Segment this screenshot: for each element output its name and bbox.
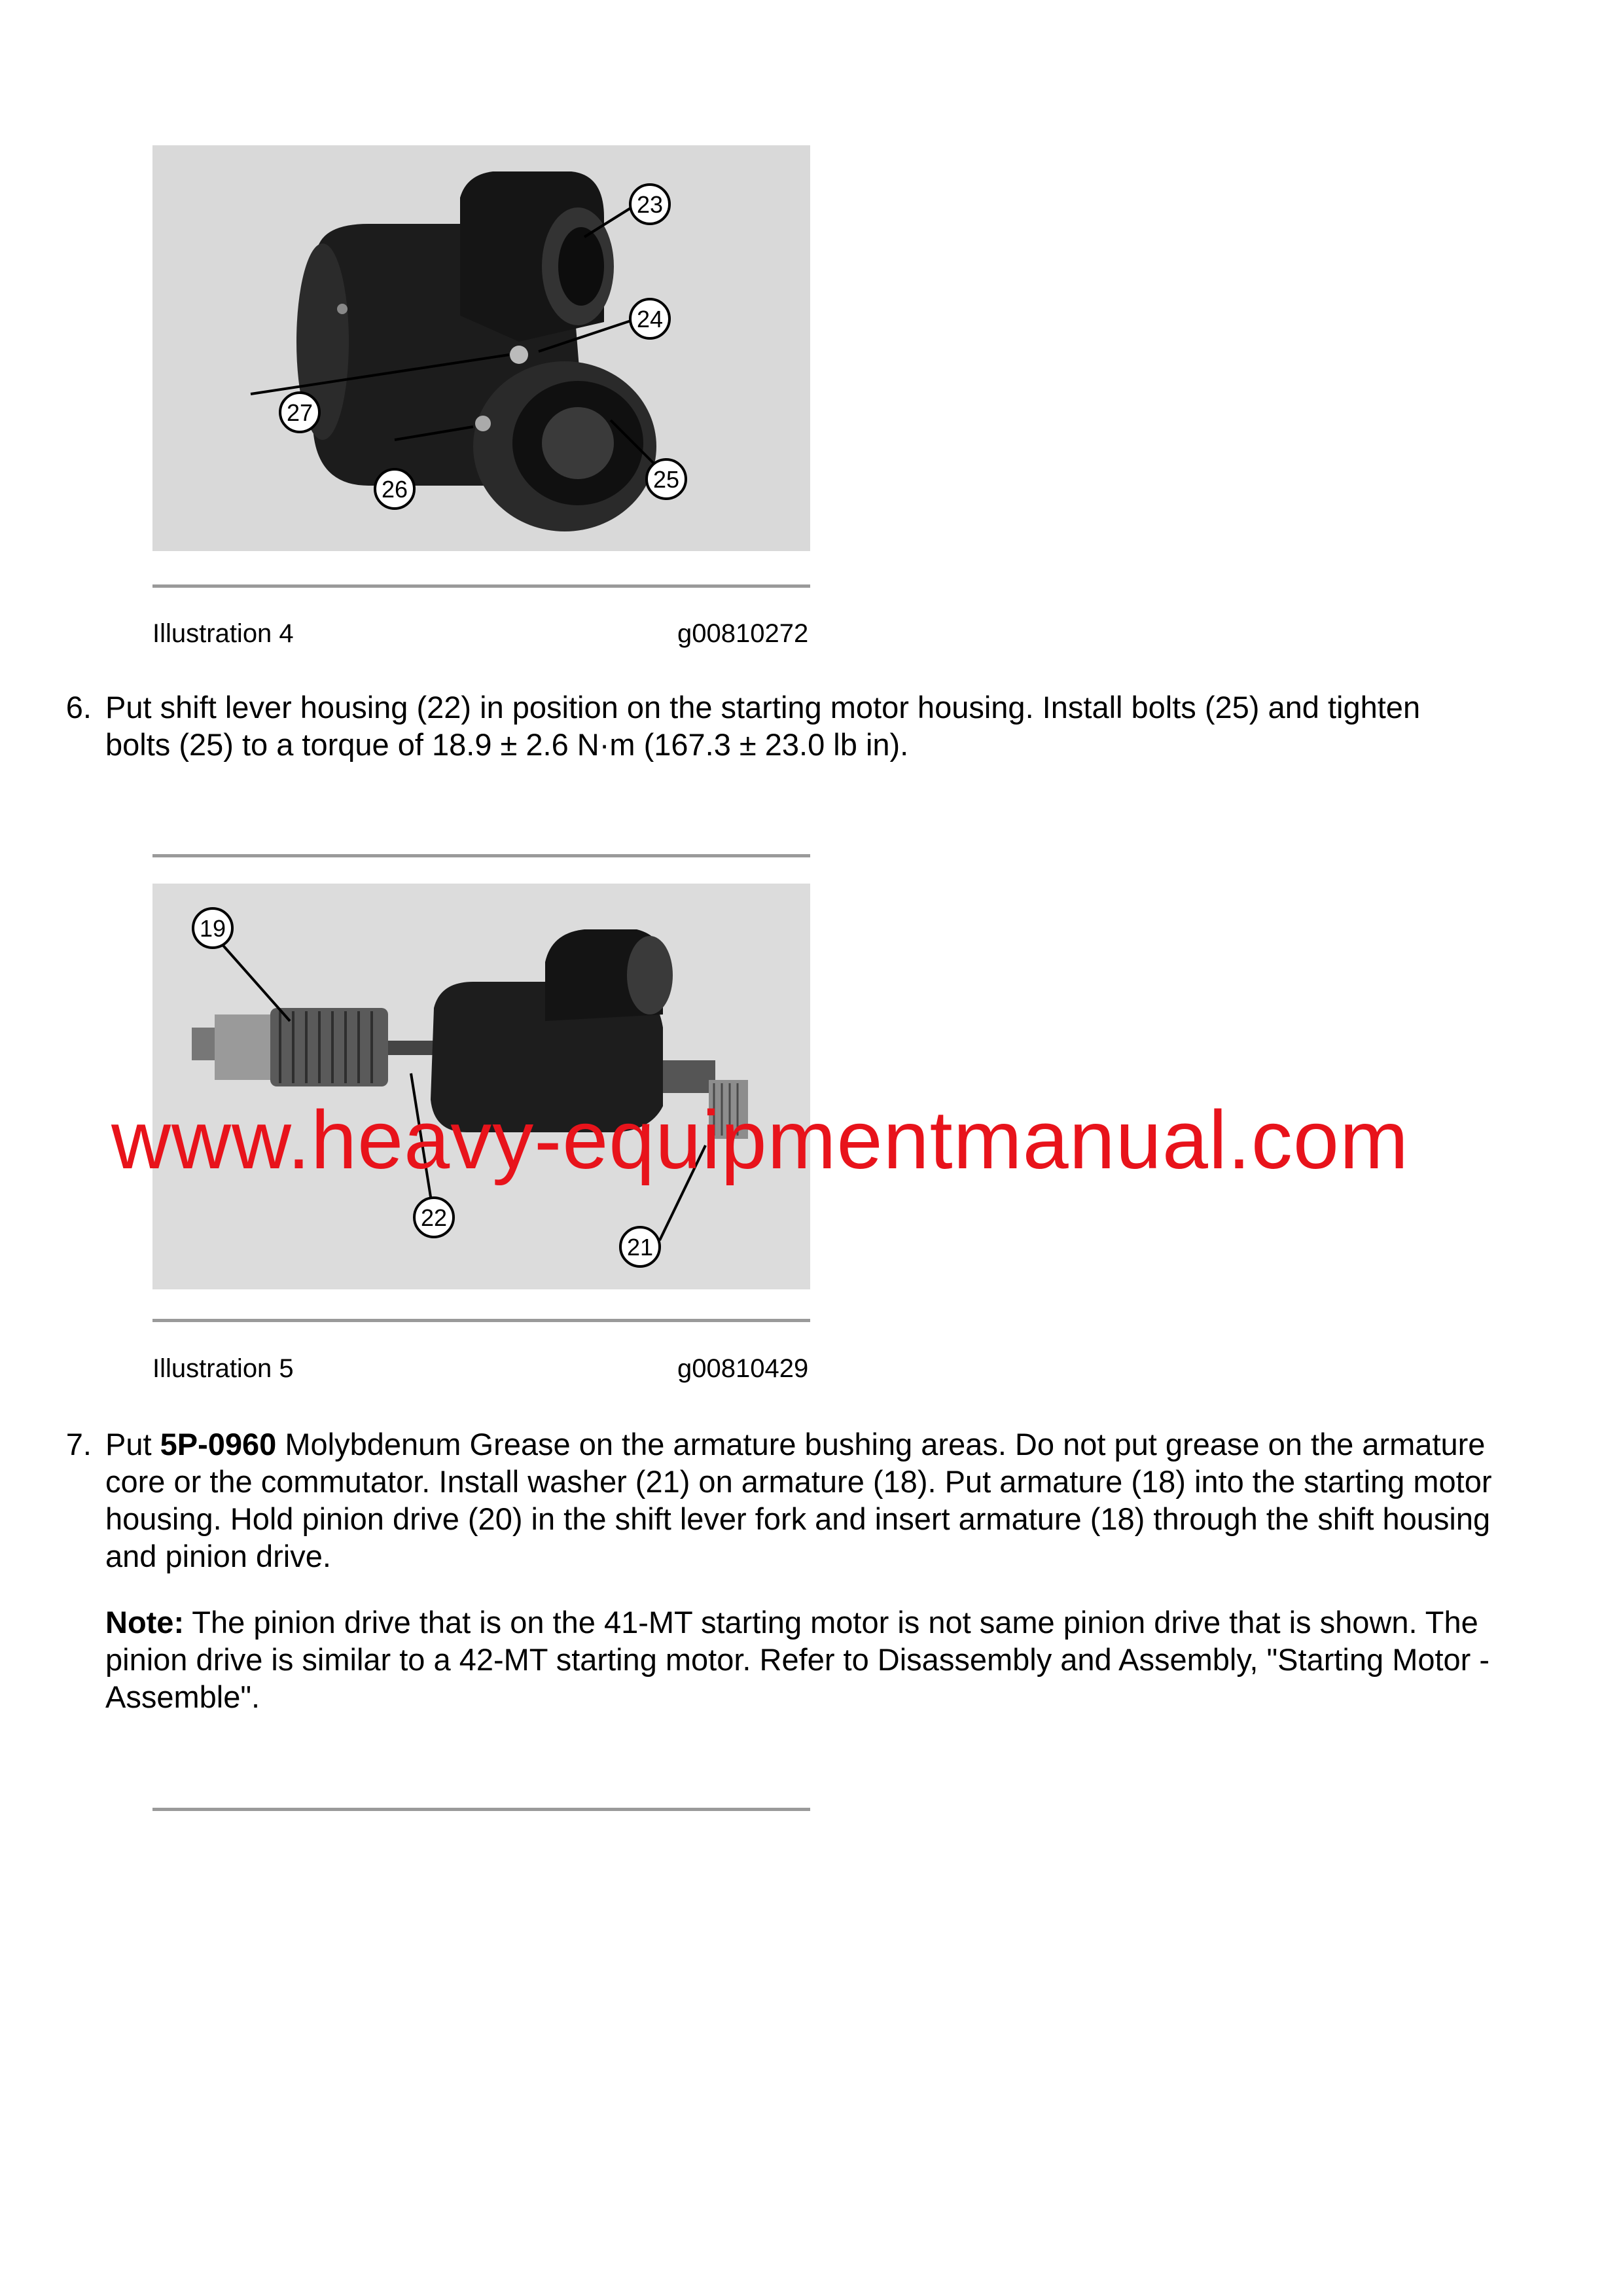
figure-photo-illustration-4 — [152, 145, 810, 551]
figure-divider — [152, 1808, 810, 1811]
step-text-post: Molybdenum Grease on the armature bushing areas. Do not put grease on the armature core or the commutator. Install washer (21) on armature (18). Put armature (18) into the starting motor housing. Hold pinion drive (20) in the shift lever fork and insert armature (18) through the shift housing and pinion drive. — [105, 1427, 1492, 1573]
callout-22: 22 — [420, 1204, 448, 1231]
callout-26: 26 — [381, 476, 408, 503]
part-number: 5P-0960 — [160, 1427, 277, 1462]
figure-caption-label: Illustration 5 — [152, 1354, 294, 1383]
figure-caption-code: g00810272 — [677, 619, 809, 648]
step-7 — [46, 1426, 1551, 1576]
watermark-link[interactable]: www.heavy-equipmentmanual.com — [111, 1094, 1409, 1186]
step-text: Put shift lever housing (22) in position on the starting motor housing. Install bolts (25) and tighten bolts (25) to a torque of 18.9 ± 2.6 N·m (167.3 ± 23.0 lb in). — [105, 690, 1421, 762]
step-text-pre: Put — [105, 1427, 160, 1462]
callout-24: 24 — [636, 306, 664, 332]
figure-divider — [152, 584, 810, 588]
figure-divider — [152, 1319, 810, 1322]
note-text: The pinion drive that is on the 41-MT starting motor is not same pinion drive that is shown. The pinion drive is similar to a 42-MT starting motor. Refer to Disassembly and Assembly, "Starting Motor - Assemble". — [105, 1605, 1490, 1714]
callout-23: 23 — [636, 191, 664, 218]
note — [105, 1604, 1493, 1715]
figure-caption-code: g00810429 — [677, 1354, 809, 1383]
callout-21: 21 — [626, 1234, 654, 1261]
figure-divider — [152, 854, 810, 857]
step-6 — [46, 689, 1551, 767]
note-label: Note: — [105, 1605, 185, 1640]
callout-19: 19 — [199, 915, 226, 942]
step-number: 6. — [65, 690, 92, 725]
step-text — [105, 1426, 1493, 1575]
step-number: 7. — [65, 1427, 92, 1462]
callout-25: 25 — [652, 466, 680, 493]
figure-photo-illustration-5 — [152, 884, 810, 1289]
callout-27: 27 — [286, 399, 313, 426]
figure-caption-label: Illustration 4 — [152, 619, 294, 648]
